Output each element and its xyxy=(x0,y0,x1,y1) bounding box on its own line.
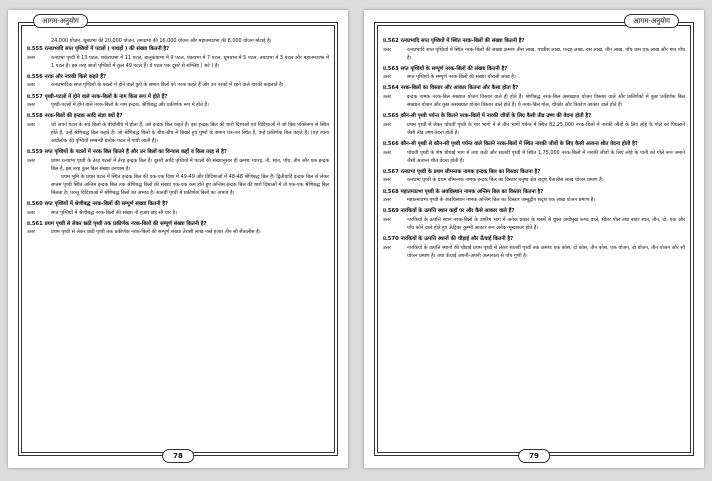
answer xyxy=(27,209,329,217)
question-text: सप्त पृथ्वियों के सम्पूर्ण नरक-बिलों की संख्या कितनी है? xyxy=(400,65,508,72)
question-text: सप्त पृथ्वियों के पटलों में नरक बिल कितने हैं और उन बिलों का विन्यास कहाँ व किस तरह से है? xyxy=(44,149,227,156)
qa-item xyxy=(383,65,685,82)
answer xyxy=(383,46,685,62)
answer-text: पाँचवीं पृथ्वी के शेष चौथाई भाग में तथा छठी और सातवीं पृथ्वी में स्थित 1,75,000 नरक-बिलों में नारकी जीवों के लिए लोहे के पानी को गोले रूप जमाने जैसी अत्यन्त शीत वेदना होती है। xyxy=(407,149,685,164)
question-number: प्र.562 xyxy=(383,38,399,44)
right-page xyxy=(364,10,704,468)
question-text: नरक-बिलों की इन्द्रक आदि संज्ञा क्यों है? xyxy=(44,113,123,120)
intro-text: 24,000 योजन, धूमप्रभा की 20,000 योजन, तमःप्रभा की 16,000 योजन और महातमःप्रभा की 8,000 योजन मोटाई है। xyxy=(51,38,272,44)
answer-text: प्रथम पृथ्वी से लेकर पाँचवीं पृथ्वी के चार भागों में से तीन भागों पर्यन्त में स्थित 82,25,000 नरक-बिलों में नारकी जीवों के लिए लोहे के गोले को पिघलाने जैसी तीव्र उष्ण वेदना होती है। xyxy=(407,121,685,136)
answer xyxy=(27,101,329,109)
question-number: प्र.557 xyxy=(27,93,43,100)
question xyxy=(383,168,685,177)
question-number: प्र.559 xyxy=(27,149,43,156)
qa-item xyxy=(27,45,329,70)
question-text: नारकियों के उत्पत्ति स्थान कहाँ पर और कैसे आकार वाले हैं? xyxy=(400,208,515,215)
answer-label: उत्तर xyxy=(383,46,392,53)
answer-text: पृथ्वी-पटलों में होने वाले नरक-बिलों के नाम इन्द्रक, श्रेणिबद्ध और प्रकीर्णक रूप में होते हैं। xyxy=(51,102,209,109)
question-text: रत्नप्रभादि सप्त पृथ्वियों में पटलों ( पाथड़ों ) की संख्या कितनी है? xyxy=(44,46,170,53)
answer-label: उत्तर xyxy=(383,177,392,184)
qa-item xyxy=(27,73,329,90)
qa-item xyxy=(27,148,329,197)
question-text: महातमःप्रभा पृथ्वी के अवधिस्थान नामक अन्तिम बिल का विस्तार कितना है? xyxy=(400,188,544,195)
question xyxy=(383,37,685,46)
question-text: सप्त पृथ्वियों में श्रेणीबद्ध नरक-बिलों की सम्पूर्ण संख्या कितनी है? xyxy=(44,201,169,208)
answer xyxy=(383,244,685,260)
qa-item xyxy=(383,112,685,137)
answer xyxy=(27,157,329,173)
answer-label: उत्तर xyxy=(27,157,36,164)
answer-text: सप्त पृथ्वियों के सम्पूर्ण नरक-बिलों की संख्या चौरासी लाख है। xyxy=(407,74,516,81)
qa-item xyxy=(383,37,685,62)
answer-text: रत्नप्रभा पृथ्वी में 13 पटल, शर्कराप्रभा में 11 पटल, बालुकाप्रभा में 9 पटल, पंकप्रभा में 7 पटल, धूमप्रभा में 5 पटल, तमःप्रभा में 3 पटल और महातमःप्रभा में 1 पटल है। इस तरह सातों पृथ्वियों में कुल 49 पटल हैं। ये पटल एक दूसरे से संश्लिष्ट ( सटे ) हैं। xyxy=(51,54,329,69)
page-content xyxy=(383,37,685,433)
question-number: प्र.555 xyxy=(27,46,43,53)
qa-item xyxy=(383,140,685,165)
qa-item xyxy=(27,112,329,145)
answer xyxy=(383,216,685,232)
answer-label: उत्तर xyxy=(383,74,392,81)
question xyxy=(383,235,685,244)
question-text: पृथ्वी-पटलों में होने वाले नरक-बिलों के नाम किस रूप में होते हैं? xyxy=(44,93,168,100)
question-number: प्र.560 xyxy=(27,201,43,208)
question-number: प्र.561 xyxy=(27,220,43,227)
answer xyxy=(383,176,685,184)
answer-label: उत्तर xyxy=(383,121,392,128)
question xyxy=(27,73,329,82)
question xyxy=(383,84,685,93)
qa-item xyxy=(27,93,329,110)
question-text: कौन-सी पृथ्वी पर्यन्त के कितने नरक-बिलों में नारकी जीवों के लिए कैसी तीव्र उष्ण की वेदना होती है? xyxy=(400,113,592,120)
question xyxy=(27,112,329,121)
answer-text: नारकियों के उत्पत्ति स्थानों की चौड़ाई प्रथम पृथ्वी से लेकर सातवीं पृथ्वी तक क्रमशः एक कोस, दो कोस, तीन कोस, एक योजन, दो योजन, तीन योजन और सौ योजन प्रमाण है। तथा ऊँचाई अपनी-अपनी अल्पनाता से पाँच गुणी है। xyxy=(407,244,685,259)
question xyxy=(383,140,685,149)
answer-text: रत्नप्रभादिक सप्त पृथ्वियों के पटलों में होने वाले कुएँ के समान बिलों को नरक कहते हैं और उन नरकों में रहने वाले नारकी कहलाते हैं। xyxy=(51,82,284,89)
qa-item xyxy=(383,207,685,232)
question-number: प्र.558 xyxy=(27,113,43,120)
answer xyxy=(27,54,329,70)
question xyxy=(383,65,685,74)
answer xyxy=(383,149,685,165)
page-content xyxy=(27,37,329,433)
answer-label: उत्तर xyxy=(383,216,392,223)
answer-text: सप्त पृथ्वियों में श्रेणीबद्ध नरक-बिलों की संख्या नौ हजार छह सौ चार है। xyxy=(51,209,177,216)
question-text: रत्नप्रभादि सप्त पृथ्वियों में स्थित नरक-बिलों की संख्या कितनी है? xyxy=(400,38,525,44)
question xyxy=(27,200,329,209)
question xyxy=(383,112,685,121)
answer-label: उत्तर xyxy=(27,209,36,216)
page-border xyxy=(18,17,338,460)
qa-item xyxy=(383,188,685,205)
question-number: प्र.568 xyxy=(383,188,399,195)
page-number: 79 xyxy=(518,449,550,463)
answer-text: जो अपने पटल के सर्व बिलों के बीचोंबीच में होता है, उसे इन्द्रक बिल कहते हैं। इस इन्द्रक बिल की चारों दिशाओं एवं विदिशाओं में जो बिल पंक्तिरूप से स्थित होते हैं, उन्हें श्रेणिबद्ध बिल कहते हैं। जो श्रेणिबद्ध बिलों के बीच-बीच में बिखरे हुए पुष्पों के समान यत्र-तत्र स्थित हैं, उन्हें प्रकीर्णक बिल कहते हैं। (यह रचना अधोलोक की पृथ्वियों सम्बन्धी प्रत्येक पटल में पायी जाती है)। xyxy=(51,121,329,145)
answer-text: प्रथम रत्नप्रभा पृथ्वी के तेरह पटलों में तेरह इन्द्रक बिल हैं। दूसरी आदि पृथ्वियों में पटलों की संख्यानुसार ही क्रमशः ग्यारह, नौ, सात, पाँच, तीन और एक इन्द्रक बिल हैं, इस तरह कुल बिल संख्या उनचास है। xyxy=(51,157,329,172)
question-number: प्र.564 xyxy=(383,85,399,92)
question xyxy=(383,188,685,197)
answer xyxy=(383,93,685,109)
question xyxy=(27,148,329,157)
answer-text: इन्द्रक नामक नरक-बिल संख्यात योजन विस्तार वाले ही होते हैं। श्रेणीबद्ध नरक-बिल असंख्यात योजन विस्तार वाले और प्रकीर्णकों में कुछ प्रकीर्णक बिल संख्यात योजन और कुछ असंख्यात योजन विस्तार वाले होते हैं। ये नरक-बिल गोल, चौकोर और त्रिकोण आकार वाले होते हैं। xyxy=(407,94,685,109)
question-number: प्र.569 xyxy=(383,208,399,215)
answer-text: महातमःप्रभा पृथ्वी के अवधिस्थान नामक अन्तिम बिल का विस्तार जम्बूद्वीप सदृश एक लाख योजन प्रमाण है। xyxy=(407,197,596,204)
page-number: 78 xyxy=(162,449,194,463)
question-text: नरक और नारकी किसे कहते हैं? xyxy=(44,73,106,80)
answer-continuation: प्रथम भूमि के प्रथम पटल में स्थित इन्द्रक बिल की एक-एक दिशा में 49-49 और विदिशाओं में 48-48 श्रेणिबद्ध बिल हैं। द्वितीयादि इन्द्रक बिल से लेकर सप्तम पृथ्वी स्थित अन्तिम इन्द्रक बिल तक श्रेणिबद्ध बिलों की संख्या एक-एक कम होते हुए अन्तिम इन्द्रक बिल की चारों दिशाओं में तो एक-एक श्रेणिबद्ध बिल मिलता है। परन्तु विदिशाओं में श्रेणिबद्ध बिलों का अभाव है। सातवीं पृथ्वी में प्रकीर्णक बिलों का अभाव है। xyxy=(51,173,329,197)
question xyxy=(27,45,329,54)
answer xyxy=(383,196,685,204)
question-number: प्र.556 xyxy=(27,73,43,80)
answer xyxy=(383,121,685,137)
answer-text: रत्नप्रभा पृथ्वी के प्रथम सीमन्तक नामक इन्द्रक बिल का विस्तार मनुष्य क्षेत्र सदृश पैंतालीस लाख योजन प्रमाण है। xyxy=(407,177,604,184)
left-page xyxy=(8,10,348,468)
answer-label: उत्तर xyxy=(27,102,36,109)
answer-label: उत्तर xyxy=(383,244,392,251)
answer-label: उत्तर xyxy=(27,229,36,236)
answer-text: नारकियों के उत्पत्ति स्थान नरक-बिलों के उपरिम भाग में अनेक प्रकार के शस्त्रों से युक्त अधोमुख कण्ठ वाले, भीतर गोल तथा बाहर सात, तीन, दो, एक और पाँच कोने वाले होते हुए ऊँट्रिका कुम्भी आकार रूप अनेक-भूखाकार होते हैं। xyxy=(407,216,685,231)
answer-text: प्रथम पृथ्वी से लेकर छठी पृथ्वी तक प्रकीर्णक नरक-बिलों की सम्पूर्ण संख्या तेरासी लाख नब्बे हजार तीन सौ सैंतालीस है। xyxy=(51,229,261,236)
answer-label: उत्तर xyxy=(383,149,392,156)
answer xyxy=(27,228,329,236)
question-number: प्र.563 xyxy=(383,65,399,72)
question-text: रत्नप्रभा पृथ्वी के प्रथम सीमन्तक नामक इन्द्रक बिल का विस्तार कितना है? xyxy=(400,168,541,175)
question-text: प्रथम पृथ्वी से लेकर छठी पृथ्वी तक प्रकीर्णक नरक-बिलों की सम्पूर्ण संख्या कितनी है? xyxy=(44,220,207,227)
answer-label: उत्तर xyxy=(383,94,392,101)
answer xyxy=(27,81,329,89)
answer-label: उत्तर xyxy=(27,82,36,89)
question-text: नरक-बिलों का विस्तार और आकार कितना और कैसा होता है? xyxy=(400,85,519,92)
question xyxy=(383,207,685,216)
qa-item xyxy=(383,84,685,109)
question-text: नारकियों के उत्पत्ति स्थानों की चौड़ाई और ऊँचाई कितनी है? xyxy=(400,235,514,242)
answer xyxy=(27,121,329,145)
answer-label: उत्तर xyxy=(383,197,392,204)
page-header-tag: आगम-अनुयोग xyxy=(33,14,88,28)
question-number: प्र.565 xyxy=(383,113,399,120)
page-header-tag: आगम-अनुयोग xyxy=(624,14,679,28)
question-text: कौन-सी पृथ्वी से कौन-सी पृथ्वी पर्यन्त वाले कितने नरक-बिलों में स्थित नारकी जीवों के लिए कैसी अत्यन्त शीत वेदना होती है? xyxy=(400,141,638,148)
page-border xyxy=(374,17,694,460)
question xyxy=(27,93,329,102)
question-number: प्र.566 xyxy=(383,141,399,148)
qa-item xyxy=(383,168,685,185)
answer-label: उत्तर xyxy=(27,54,36,61)
qa-item xyxy=(27,200,329,217)
qa-item xyxy=(383,235,685,260)
answer xyxy=(383,73,685,81)
question-number: प्र.567 xyxy=(383,168,399,175)
answer-text: रत्नप्रभादि सप्त पृथ्वियों में स्थित नरक-बिलों की संख्या क्रमशः तीस लाख, पच्चीस लाख, पन्द्रह लाख, दस लाख, तीन लाख, पाँच कम एक लाख और मात्र पाँच है। xyxy=(407,46,685,61)
qa-item xyxy=(27,220,329,237)
question xyxy=(27,220,329,229)
question-number: प्र.570 xyxy=(383,235,399,242)
answer-label: उत्तर xyxy=(27,121,36,128)
